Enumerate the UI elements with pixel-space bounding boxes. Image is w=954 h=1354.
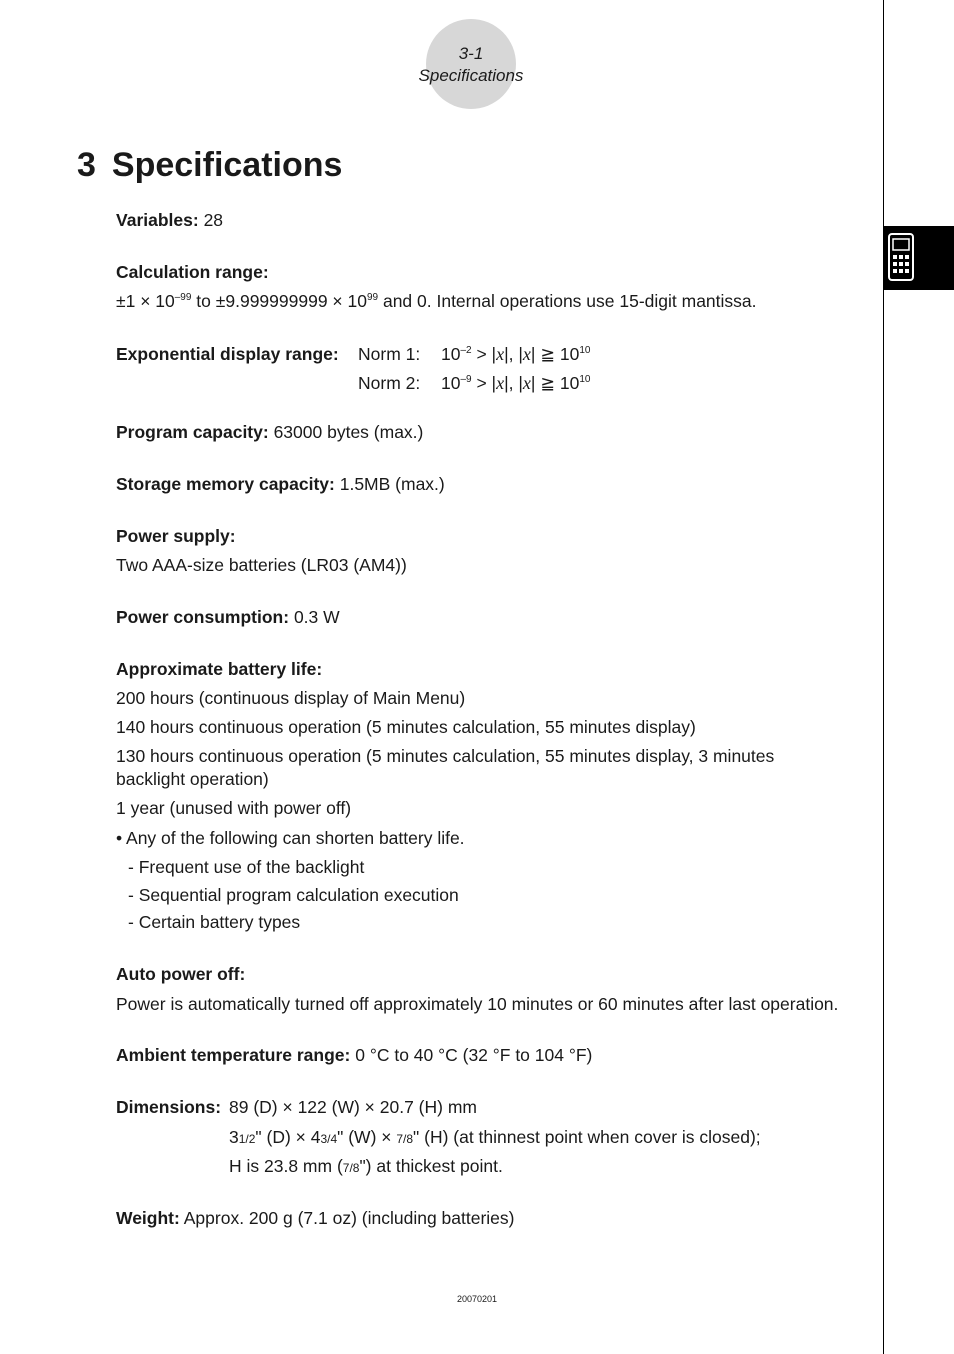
battery-life-line: 130 hours continuous operation (5 minutes calculation, 55 minutes display, 3 minutes bbox=[116, 746, 775, 766]
spec-calc-range-value: $\pm 1 \times 10^{-99}$ to $\pm 9.999999999 \times 10^{99}$ and 0. Internal operations use 15-digit mantissa. bbox=[116, 291, 757, 311]
spec-program-capacity: Program capacity: 63000 bytes (max.) bbox=[116, 422, 424, 442]
spec-power-consumption: Power consumption: 0.3 W bbox=[116, 607, 340, 627]
spec-weight: Weight: Approx. 200 g (7.1 oz) (including batteries) bbox=[116, 1208, 515, 1228]
section-title: Specifications bbox=[418, 66, 524, 85]
spec-ambient-temp: Ambient temperature range: 0 °C to 40 °C (32 °F to 104 °F) bbox=[116, 1045, 593, 1065]
spec-auto-power-off-label: Auto power off: bbox=[116, 964, 246, 984]
spec-power-supply-value: Two AAA-size batteries (LR03 (AM4)) bbox=[116, 555, 407, 575]
battery-life-line: 140 hours continuous operation (5 minutes calculation, 55 minutes display) bbox=[116, 717, 696, 737]
header-circle bbox=[426, 19, 516, 109]
calculator-icon bbox=[888, 233, 914, 281]
battery-life-line: 1 year (unused with power off) bbox=[116, 798, 352, 818]
page-right-rule bbox=[883, 0, 884, 1354]
dimensions-line-thickest: H is 23.8 mm (7/8") at thickest point. bbox=[229, 1156, 503, 1176]
battery-life-subitem: - Certain battery types bbox=[128, 912, 301, 932]
norm1-name: Norm 1: bbox=[358, 344, 421, 364]
chapter-number: 3 bbox=[77, 146, 96, 184]
norm2-value: $10^{-9} > |x|$, |x| ≧ $10^{10}$ bbox=[441, 373, 591, 393]
dimensions-line-metric: 89 (D) × 122 (W) × 20.7 (H) mm bbox=[229, 1097, 477, 1117]
spec-battery-life-label: Approximate battery life: bbox=[116, 659, 323, 679]
section-number: 3-1 bbox=[458, 44, 484, 63]
chapter-title bbox=[77, 146, 342, 185]
spec-variables bbox=[116, 209, 223, 231]
spec-dimensions-label: Dimensions: bbox=[116, 1097, 222, 1117]
battery-life-line: 200 hours (continuous display of Main Menu) bbox=[116, 688, 466, 708]
spec-auto-power-off-value: Power is automatically turned off approximately 10 minutes or 60 minutes after last operation. bbox=[116, 994, 839, 1014]
spec-calc-range-label: Calculation range: bbox=[116, 262, 269, 282]
norm1-value: $10^{-2} > |x|$, |x| ≧ $10^{10}$ bbox=[441, 344, 591, 364]
norm2-name: Norm 2: bbox=[358, 373, 421, 393]
spec-label: Variables: bbox=[116, 210, 199, 230]
chapter-tab bbox=[884, 226, 954, 290]
battery-life-subitem: - Frequent use of the backlight bbox=[128, 857, 365, 877]
battery-life-line: backlight operation) bbox=[116, 769, 269, 789]
spec-value: 28 bbox=[203, 210, 224, 230]
battery-life-subitem: - Sequential program calculation execution bbox=[128, 885, 459, 905]
footer-code: 20070201 bbox=[456, 1294, 498, 1304]
spec-power-supply-label: Power supply: bbox=[116, 526, 236, 546]
spec-storage-capacity: Storage memory capacity: 1.5MB (max.) bbox=[116, 474, 445, 494]
spec-exp-range-label: Exponential display range: bbox=[116, 344, 339, 364]
dimensions-line-inches: 31/2" (D) × 43/4" (W) × 7/8" (H) (at thinnest point when cover is closed); bbox=[229, 1127, 761, 1147]
battery-life-note: • Any of the following can shorten battery life. bbox=[116, 828, 465, 848]
chapter-title-text: Specifications bbox=[111, 146, 343, 184]
